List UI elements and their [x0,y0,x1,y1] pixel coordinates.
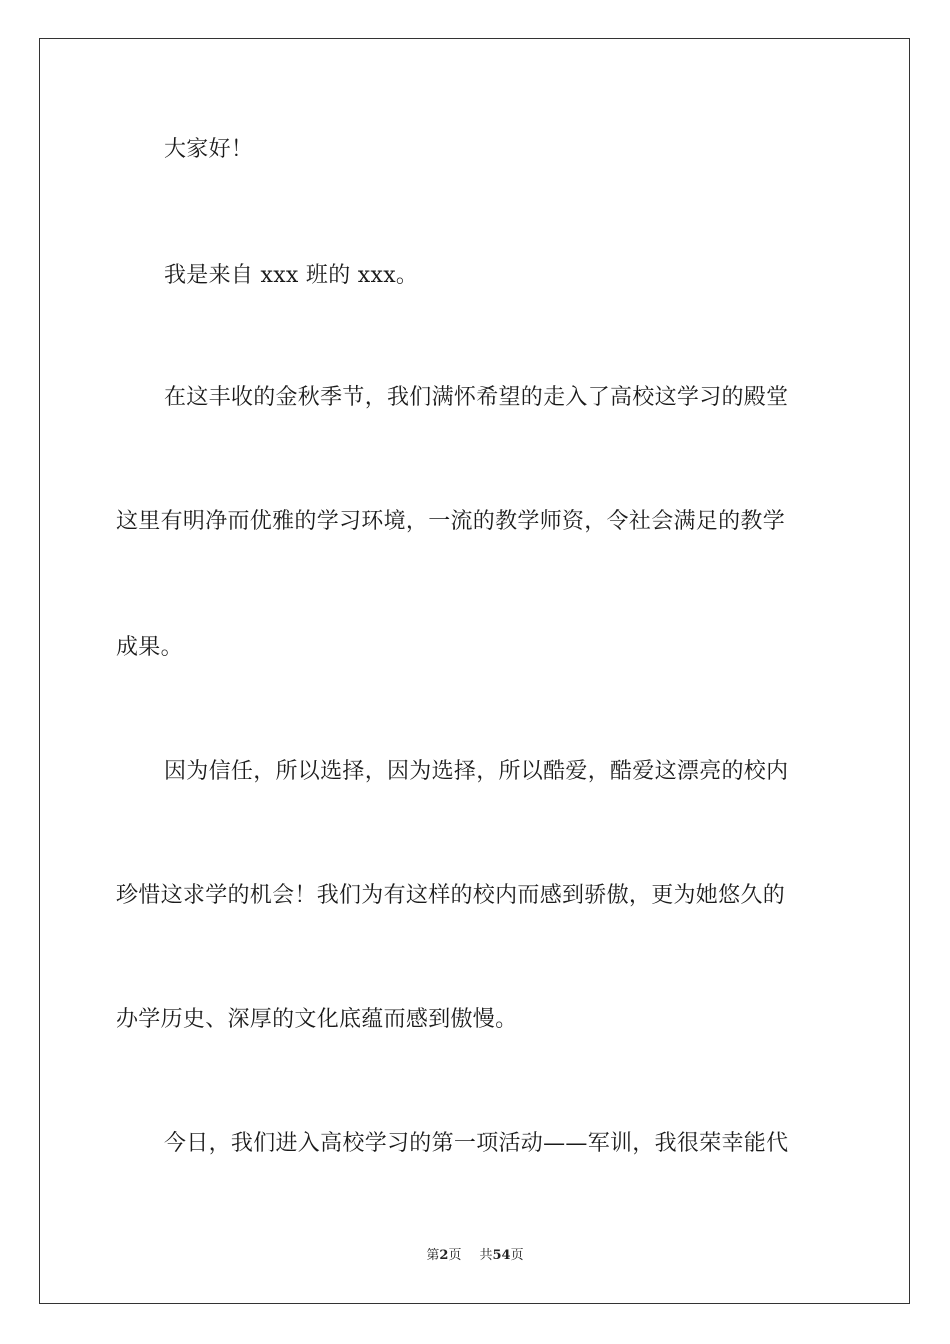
page-prefix: 第 [426,1248,440,1263]
greeting-line: 大家好！ [164,137,254,162]
paragraph-line: 因为信任，所以选择，因为选择，所以酷爱，酷爱这漂亮的校内 [164,759,789,784]
total-prefix: 共 [479,1248,493,1263]
total-suffix: 页 [510,1248,524,1263]
paragraph-line: 成果。 [116,635,183,660]
paragraph-line: 这里有明净而优雅的学习环境，一流的教学师资，令社会满足的教学 [116,509,786,534]
paragraph-line: 珍惜这求学的机会！我们为有这样的校内而感到骄傲，更为她悠久的 [116,883,786,908]
intro-line: 我是来自 xxx 班的 xxx。 [164,263,419,288]
page-border [39,38,910,1304]
paragraph-line: 今日，我们进入高校学习的第一项活动——军训，我很荣幸能代 [164,1131,789,1156]
total-pages: 54 [492,1248,511,1263]
paragraph-line: 办学历史、深厚的文化底蕴而感到傲慢。 [116,1007,518,1032]
page-footer [0,1247,950,1265]
paragraph-line: 在这丰收的金秋季节，我们满怀希望的走入了高校这学习的殿堂 [164,385,789,410]
page-suffix: 页 [448,1248,462,1263]
page-number: 2 [439,1248,449,1263]
